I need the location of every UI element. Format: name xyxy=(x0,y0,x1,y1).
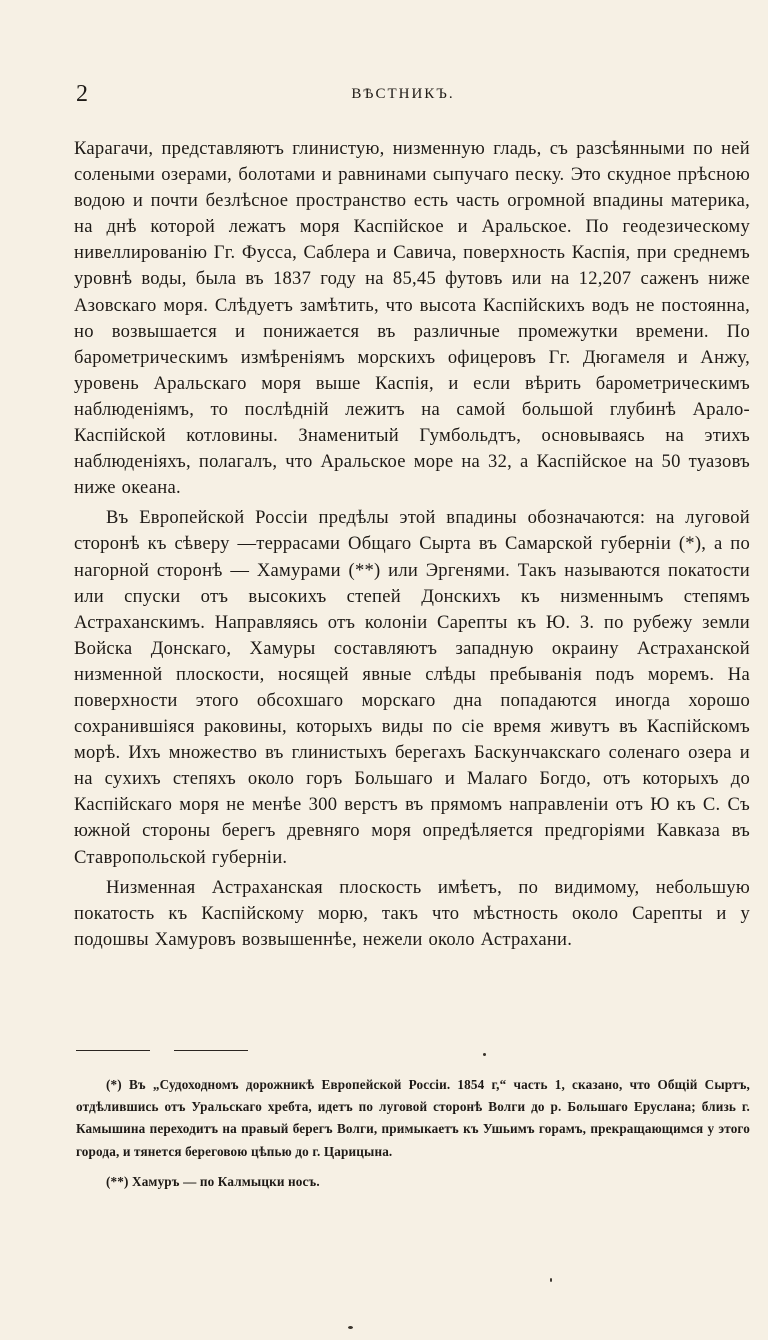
footnote-separator xyxy=(76,1050,476,1052)
separator-rule-left xyxy=(76,1050,150,1051)
page-number: 2 xyxy=(76,81,88,107)
footnote-2: (**) Хамуръ — по Калмыцки носъ. xyxy=(106,1173,320,1189)
paragraph-1: Карагачи, представляютъ глинистую, низменную гладь, съ разсѣянными по ней солеными озерами, болотами и равнинами сыпучаго песку. Это скудное прѣсною водою и почти безлѣсное пространство есть часть огромной впадины материка, на днѣ которой лежатъ моря Каспійское и Аральское. По геодезическому нивеллированію Гг. Фусса, Саблера и Савича, поверхность Каспія, при среднемъ уровнѣ воды, была въ 1837 году на 85,45 футовъ или на 12,207 саженъ ниже Азовскаго моря. Слѣдуетъ замѣтить, что высота Каспійскихъ водъ не постоянна, но возвышается и понижается въ различные промежутки времени. По барометрическимъ измѣреніямъ морскихъ офицеровъ Гг. Дюгамеля и Анжу, уровень Аральскаго моря выше Каспія, и если вѣрить барометрическимъ наблюденіямъ, то послѣдній лежитъ на самой большой глубинѣ Арало-Каспійской котловины. Знаменитый Гумбольдтъ, основываясь на этихъ наблюденіяхъ, полагалъ, что Аральское море на 32, а Каспійское на 50 туазовъ ниже океана. xyxy=(74,138,750,499)
paragraph-2: Въ Европейской Россіи предѣлы этой впадины обозначаются: на луговой сторонѣ къ сѣверу —террасами Общаго Сырта въ Самарской губерніи (*), а по нагорной сторонѣ — Хамурами (**) или Эргенями. Такъ называются покатости или спуски отъ высокихъ степей Донскихъ къ низменнымъ степямъ Астраханскимъ. Направляясь отъ колоніи Сарепты къ Ю. З. по рубежу земли Войска Донскаго, Хамуры составляютъ западную окраину Астраханской низменной плоскости, носящей явные слѣды пребыванія подъ моремъ. На поверхности этого обсохшаго морскаго дна попадаются иногда хорошо сохранившіяся раковины, которыхъ виды по сіе время живутъ въ Каспійскомъ морѣ. Ихъ множество въ глинистыхъ берегахъ Баскунчакскаго соленаго озера и на сухихъ степяхъ около горъ Большаго и Малаго Богдо, отъ которыхъ до Каспійскаго моря не менѣе 300 верстъ въ прямомъ направленіи отъ Ю къ С. Съ южной стороны берегъ древняго моря опредѣляется предгоріями Кавказа въ Ставропольской губерніи. xyxy=(74,507,750,868)
paper-speck xyxy=(348,1326,353,1329)
running-head: ВѢСТНИКЪ. xyxy=(351,86,455,102)
separator-rule-right xyxy=(174,1050,248,1051)
footnote-1: (*) Въ „Судоходномъ дорожникѣ Европейской Россіи. 1854 г,“ часть 1, сказано, что Общій Сыртъ, отдѣлившись отъ Уральскаго хребта, идетъ по луговой сторонѣ Волги до р. Большаго Еруслана; близь г. Камышина переходитъ на правый берегъ Волги, примыкаетъ къ Ушьимъ горамъ, прекращающимся у этого города, и тянется береговою цѣпью до г. Царицына. xyxy=(76,1077,750,1159)
main-text xyxy=(74,136,750,953)
paper-speck xyxy=(483,1053,486,1056)
paragraph-3: Низменная Астраханская плоскость имѣетъ, по видимому, небольшую покатость къ Каспійскому морю, такъ что мѣстность около Сарепты и у подошвы Хамуровъ возвышеннѣе, нежели около Астрахани. xyxy=(74,876,750,950)
paper-speck xyxy=(550,1278,552,1282)
footnotes xyxy=(76,1074,750,1193)
